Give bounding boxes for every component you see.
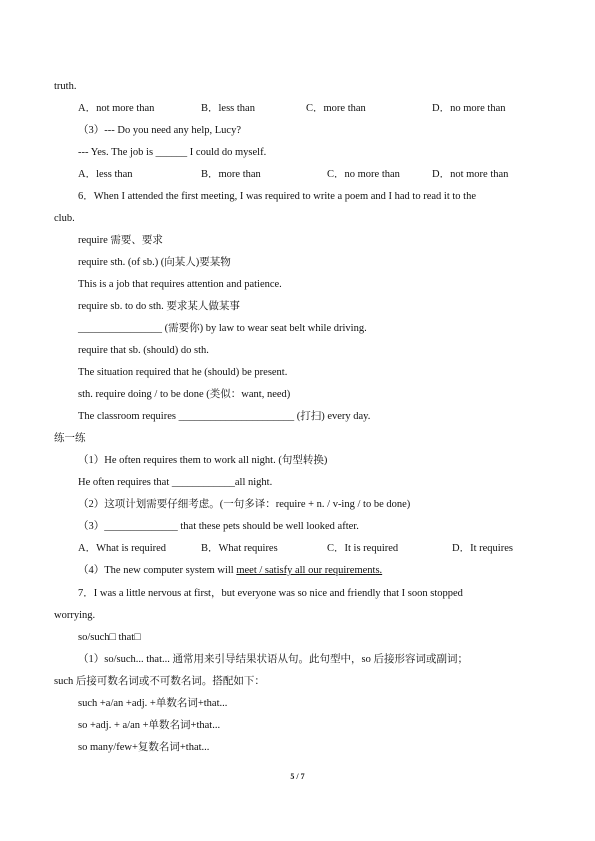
text-line: The classroom requires ______________________ (打扫) every day. [78,411,371,422]
underlined-sentence [78,564,382,577]
page-number: 5 / 7 [290,772,305,781]
text-line: such 后接可数名词或不可数名词。搭配如下： [54,676,265,687]
option-item: B．less than [201,103,255,114]
underlined-sentence-prefix: （4）The new computer system will [78,565,237,576]
option-item: A．less than [78,169,133,180]
option-item: D．It requires [452,543,513,554]
text-line: so +adj. + a/an +单数名词+that... [78,720,221,731]
option-item: C．no more than [327,169,400,180]
text-line: such +a/an +adj. +单数名词+that... [78,698,228,709]
text-line: 练一练 [54,433,86,444]
text-line: （3）______________ that these pets should be well looked after. [78,521,359,532]
text-line: so/such□ that□ [78,632,141,643]
text-line: require sb. to do sth. 要求某人做某事 [78,301,240,312]
option-item: A．not more than [78,103,155,114]
text-line: This is a job that requires attention and patience. [78,279,282,290]
text-line: （1）so/such... that... 通常用来引导结果状语从句。此句型中，so 后接形容词或副词； [78,654,468,665]
text-line: sth. require doing / to be done (类似：want, need) [78,389,291,400]
option-item: C．It is required [327,543,399,554]
text-line: （1）He often requires them to work all night. (句型转换) [78,455,328,466]
text-line: The situation required that he (should) be present. [78,367,288,378]
option-item: B．What requires [201,543,278,554]
text-line: He often requires that ____________all night. [78,477,273,488]
text-line: （3）--- Do you need any help, Lucy? [78,125,241,136]
text-line: require sth. (of sb.) (向某人)要某物 [78,257,231,268]
text-line: ________________ (需要你) by law to wear seat belt while driving. [78,323,367,334]
text-line: so many/few+复数名词+that... [78,742,210,753]
text-line: truth. [54,81,77,92]
text-line: require that sb. (should) do sth. [78,345,209,356]
option-item: B．more than [201,169,261,180]
text-line: --- Yes. The job is ______ I could do myself. [78,147,267,158]
text-line: （2）这项计划需要仔细考虑。(一句多译：require + n. / v-ing / to be done) [78,499,411,510]
option-item: A．What is required [78,543,167,554]
text-line: 7．I was a little nervous at first，but everyone was so nice and friendly that I soon stopped [78,588,463,599]
text-line: worrying. [54,610,96,621]
underlined-sentence-phrase: meet / satisfy all our requirements. [236,565,383,576]
option-item: D．no more than [432,103,506,114]
option-item: D．not more than [432,169,509,180]
text-line: require 需要、要求 [78,235,163,246]
text-line: 6．When I attended the first meeting, I was required to write a poem and I had to read it to the [78,191,476,202]
option-item: C．more than [306,103,366,114]
text-line: club. [54,213,75,224]
